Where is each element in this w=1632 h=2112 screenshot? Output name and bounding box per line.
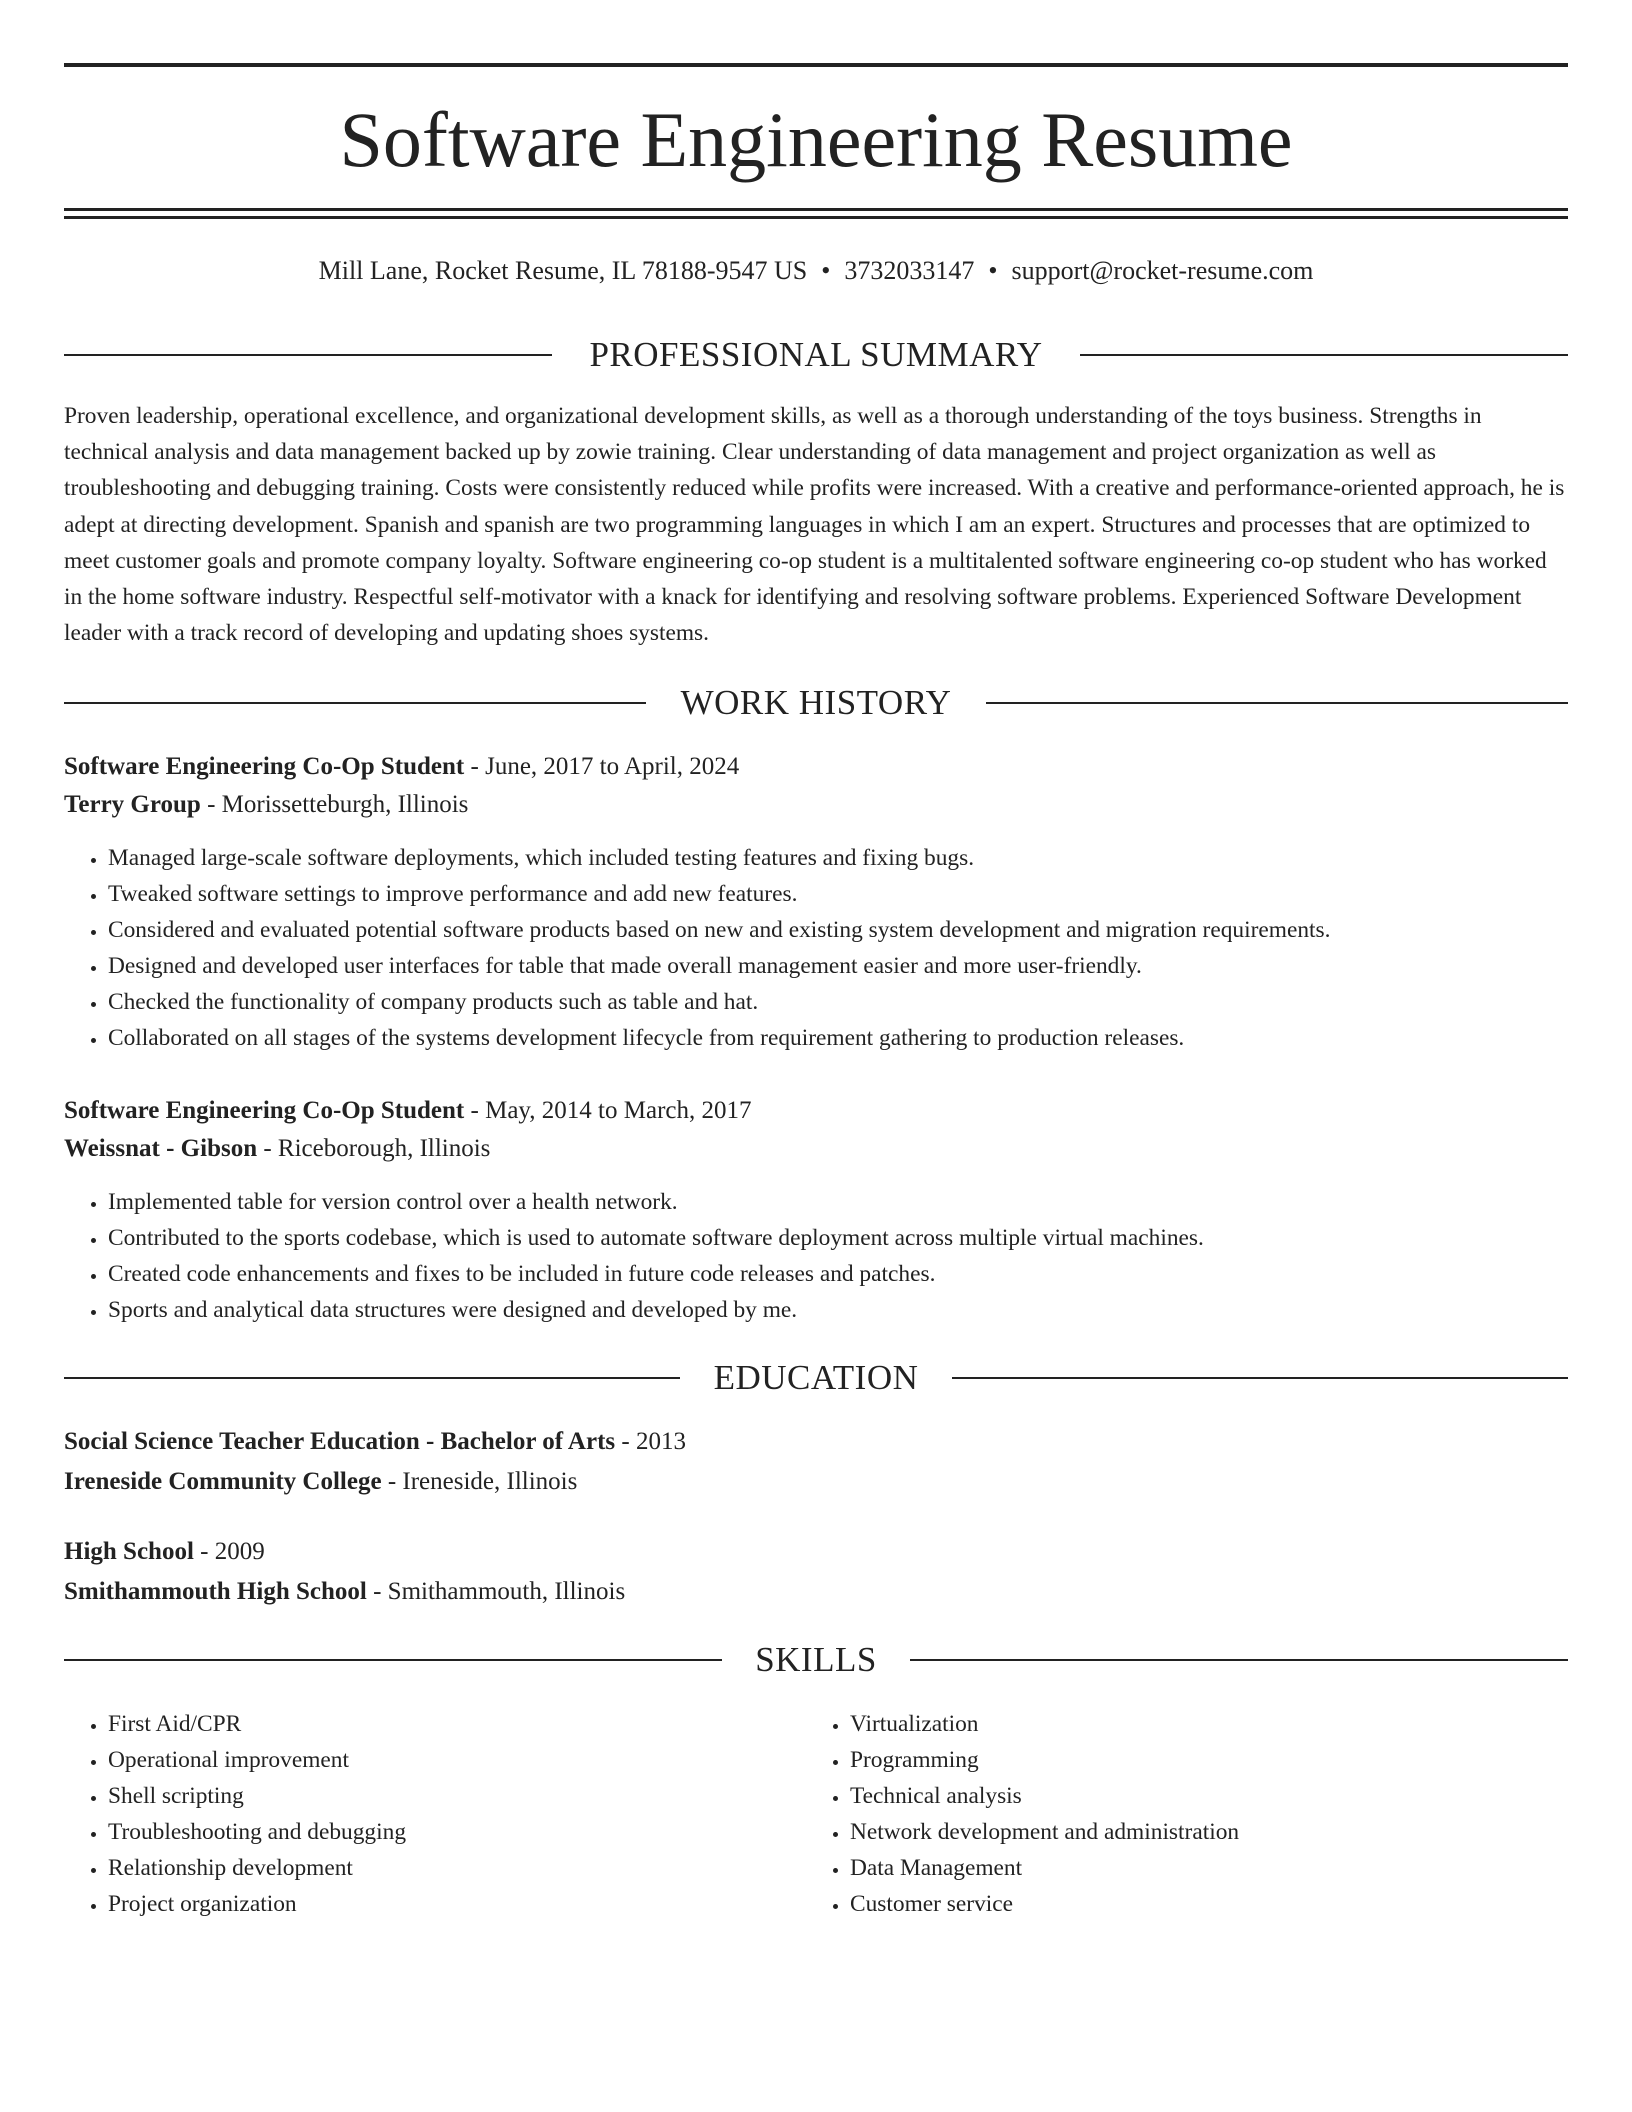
header-bottom-rule-second (64, 216, 1568, 219)
section-title-education: EDUCATION (682, 1358, 951, 1397)
education-location: - Smithammouth, Illinois (366, 1578, 626, 1605)
job-company-line (64, 787, 468, 823)
list-item: • Programming (850, 1742, 1550, 1778)
list-item: • Shell scripting (108, 1778, 808, 1814)
list-item: • Customer service (850, 1886, 1550, 1922)
header-bottom-rule (64, 208, 1568, 211)
education-school: Ireneside Community College (64, 1468, 382, 1495)
section-title-skills: SKILLS (723, 1640, 909, 1679)
job-dates: - June, 2017 to April, 2024 (464, 753, 740, 780)
section-header-education (64, 1355, 1568, 1401)
job-dates: - May, 2014 to March, 2017 (464, 1097, 752, 1124)
job-company: Terry Group (64, 791, 201, 818)
job-title: Software Engineering Co-Op Student (64, 753, 465, 780)
education-school-line (64, 1464, 577, 1500)
list-item: • Operational improvement (108, 1742, 808, 1778)
contact-separator: • (988, 256, 998, 285)
list-item: • Technical analysis (850, 1778, 1550, 1814)
list-item: • Relationship development (108, 1850, 808, 1886)
list-item: • Contributed to the sports codebase, which is used to automate software deployment across multiple virtual machines. (108, 1220, 1204, 1256)
list-item: • Collaborated on all stages of the systems development lifecycle from requirement gathering to production releases. (108, 1020, 1330, 1056)
job-title: Software Engineering Co-Op Student (64, 1097, 465, 1124)
contact-email: support@rocket-resume.com (1011, 256, 1314, 285)
education-degree: High School (64, 1538, 194, 1565)
section-header-skills (64, 1637, 1568, 1683)
education-year: - 2013 (615, 1428, 686, 1455)
summary-paragraph: Proven leadership, operational excellence, and organizational development skills, as well as a thorough understanding of the toys business. Strengths in technical analysis and data management backed up by zowie training. Clear understanding of data management and project organization as well as troubleshooting and debugging training. Costs were consistently reduced while profits were increased. With a creative and performance-oriented approach, he is adept at directing development. Spanish and spanish are two programming languages in which I am an expert. Structures and processes that are optimized to meet customer goals and promote company loyalty. Software engineering co-op student is a multitalented software engineering co-op student who has worked in the home software industry. Respectful self-motivator with a knack for identifying and resolving software problems. Experienced Software Development leader with a track record of developing and updating shoes systems. (64, 403, 1565, 647)
list-item: • Created code enhancements and fixes to be included in future code releases and patches. (108, 1256, 1204, 1292)
list-item: • Troubleshooting and debugging (108, 1814, 808, 1850)
list-item: • Checked the functionality of company products such as table and hat. (108, 984, 1330, 1020)
job-title-line (64, 749, 739, 785)
contact-phone: 3732033147 (844, 256, 975, 285)
skills-list-left (64, 1706, 808, 1922)
list-item: • Project organization (108, 1886, 808, 1922)
list-item: • First Aid/CPR (108, 1706, 808, 1742)
skills-list-right (806, 1706, 1550, 1922)
section-header-work (64, 680, 1568, 726)
education-school: Smithammouth High School (64, 1578, 367, 1605)
job-bullets (64, 840, 1330, 1056)
list-item: • Considered and evaluated potential software products based on new and existing system development and migration requirements. (108, 912, 1330, 948)
contact-address: Mill Lane, Rocket Resume, IL 78188-9547 US (318, 256, 808, 285)
list-item: • Managed large-scale software deployments, which included testing features and fixing bugs. (108, 840, 1330, 876)
education-degree: Social Science Teacher Education - Bachelor of Arts (64, 1428, 616, 1455)
job-company-line (64, 1131, 490, 1167)
job-title-line (64, 1093, 752, 1129)
list-item: • Designed and developed user interfaces for table that made overall management easier and more user-friendly. (108, 948, 1330, 984)
resume-title: Software Engineering Resume (339, 96, 1293, 183)
education-degree-line (64, 1424, 686, 1460)
job-company: Weissnat - Gibson (64, 1135, 258, 1162)
job-location: - Riceborough, Illinois (257, 1135, 491, 1162)
section-header-summary (64, 332, 1568, 378)
job-bullets (64, 1184, 1204, 1328)
education-year: - 2009 (193, 1538, 265, 1565)
contact-separator: • (821, 256, 831, 285)
list-item: • Sports and analytical data structures were designed and developed by me. (108, 1292, 1204, 1328)
list-item: • Tweaked software settings to improve performance and add new features. (108, 876, 1330, 912)
list-item: • Data Management (850, 1850, 1550, 1886)
education-location: - Ireneside, Illinois (381, 1468, 578, 1495)
list-item: • Implemented table for version control over a health network. (108, 1184, 1204, 1220)
section-title-work: WORK HISTORY (649, 683, 984, 722)
contact-line (64, 252, 1568, 290)
section-title-summary: PROFESSIONAL SUMMARY (557, 335, 1074, 374)
list-item: • Virtualization (850, 1706, 1550, 1742)
education-school-line (64, 1574, 625, 1610)
list-item: • Network development and administration (850, 1814, 1550, 1850)
job-location: - Morissetteburgh, Illinois (200, 791, 469, 818)
education-degree-line (64, 1534, 265, 1570)
header-top-rule (64, 63, 1568, 67)
